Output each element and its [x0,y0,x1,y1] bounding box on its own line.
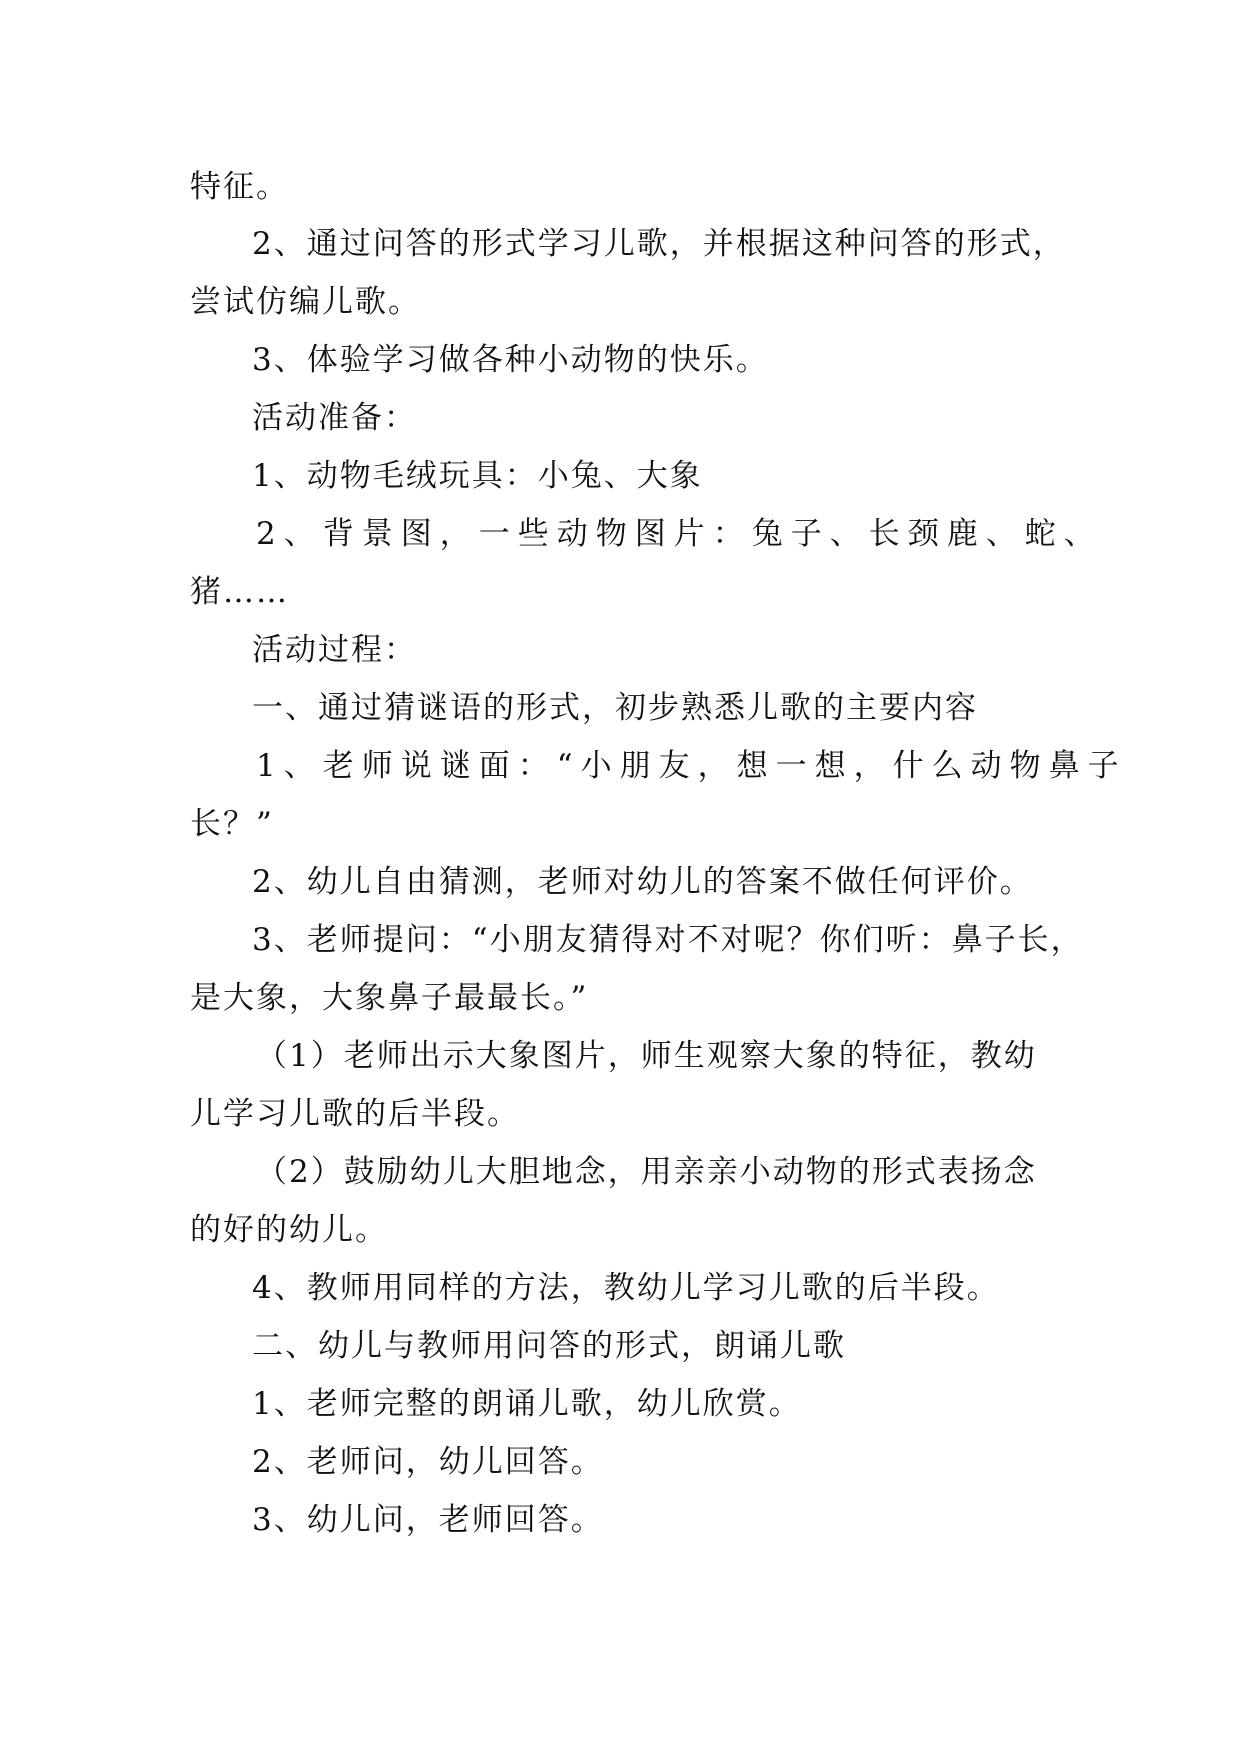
text-line: （2）鼓励幼儿大胆地念，用亲亲小动物的形式表扬念 [256,1154,1037,1190]
text-line: 4、教师用同样的方法，教幼儿学习儿歌的后半段。 [252,1270,1000,1306]
text-line: 2、老师问，幼儿回答。 [252,1444,604,1480]
text-line: 1、老师完整的朗诵儿歌，幼儿欣赏。 [252,1386,802,1422]
text-line: 一、通过猜谜语的形式，初步熟悉儿歌的主要内容 [252,690,978,726]
text-line: 长？” [190,806,274,842]
text-line: 2、背景图，一些动物图片：兔子、长颈鹿、蛇、 [256,516,1103,552]
text-line: 2、通过问答的形式学习儿歌，并根据这种问答的形式， [252,226,1066,262]
section-heading: 二、幼儿与教师用问答的形式，朗诵儿歌 [252,1328,846,1364]
section-heading: 活动过程： [252,632,417,668]
text-line: 1、老师说谜面：“小朋友，想一想，什么动物鼻子 [256,748,1127,784]
text-line: 3、幼儿问，老师回答。 [252,1502,604,1538]
text-line: 猪…… [190,574,289,610]
section-heading: 活动准备： [252,400,417,436]
text-line: 3、老师提问：“小朋友猜得对不对呢？你们听：鼻子长， [252,922,1084,958]
text-line: 的好的幼儿。 [190,1212,388,1248]
text-line: 尝试仿编儿歌。 [190,284,421,320]
text-line: 是大象，大象鼻子最最长。” [190,980,589,1016]
text-line: 1、动物毛绒玩具：小兔、大象 [252,458,703,494]
text-line: 儿学习儿歌的后半段。 [190,1096,520,1132]
text-line: 2、幼儿自由猜测，老师对幼儿的答案不做任何评价。 [252,864,1033,900]
text-line: 特征。 [190,169,289,205]
text-line: 3、体验学习做各种小动物的快乐。 [252,342,769,378]
text-line: （1）老师出示大象图片，师生观察大象的特征，教幼 [256,1038,1037,1074]
